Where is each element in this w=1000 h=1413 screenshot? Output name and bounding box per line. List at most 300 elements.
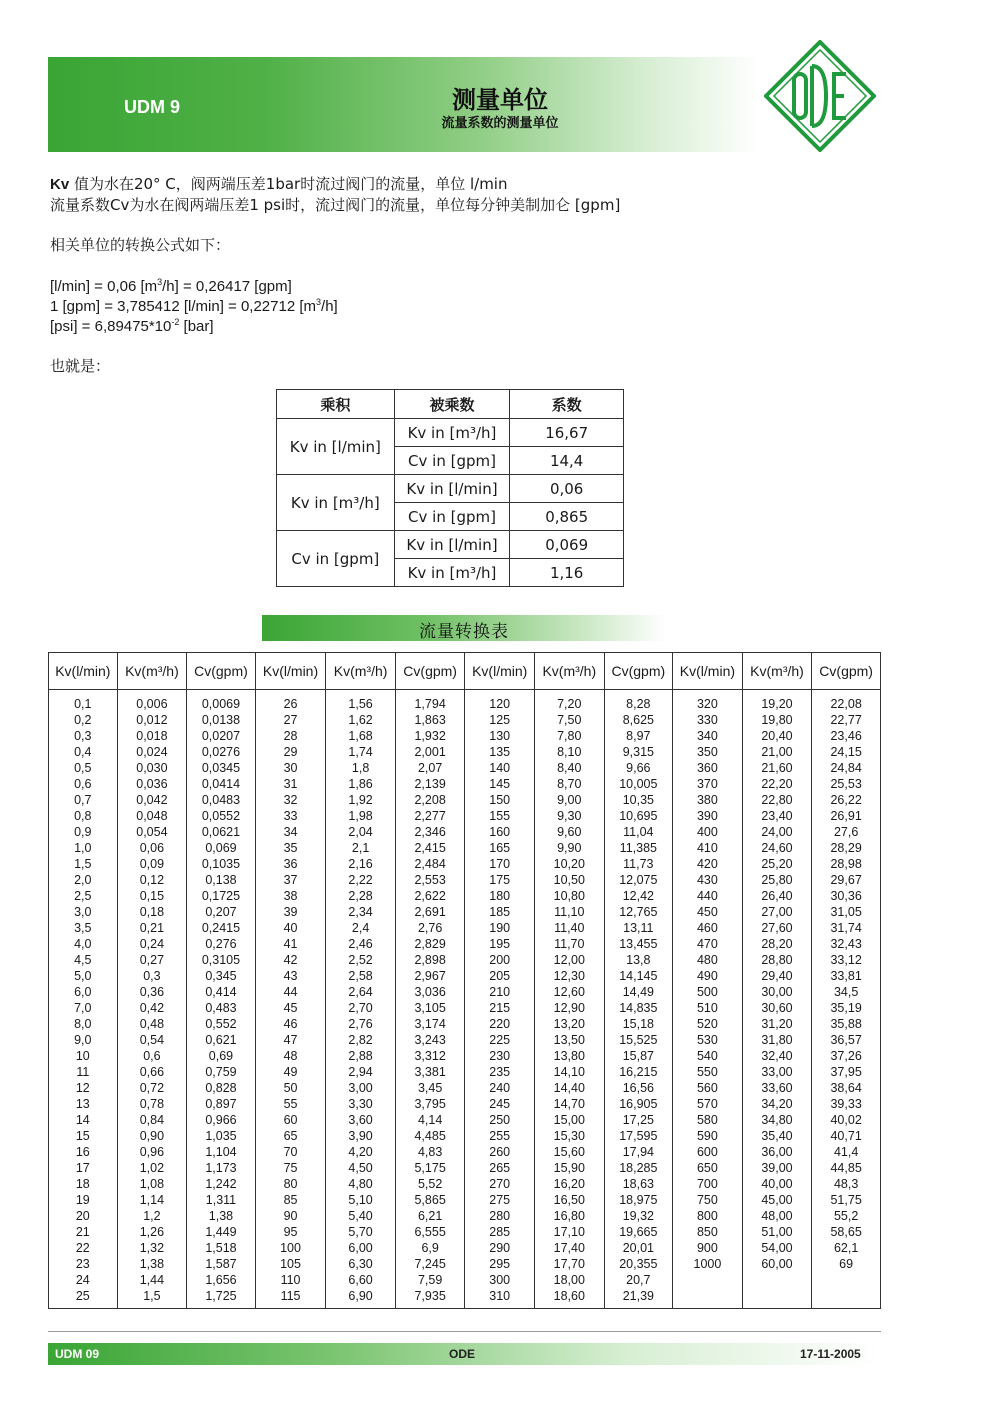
table-cell: 140 (465, 760, 535, 776)
table-row (49, 872, 881, 888)
table-cell (742, 1272, 812, 1288)
table-cell: 30,36 (812, 888, 881, 904)
table-cell: 1,035 (187, 1128, 256, 1144)
table-cell: 26,22 (812, 792, 881, 808)
table-cell: 350 (673, 744, 743, 760)
table-cell: 2,34 (326, 904, 396, 920)
table-cell: 0,2 (49, 712, 118, 728)
table-row (49, 904, 881, 920)
table-row (49, 984, 881, 1000)
table-cell: 0,3 (49, 728, 118, 744)
table-cell: 3,45 (395, 1080, 465, 1096)
multiplier-table (276, 389, 624, 587)
table-cell: 44 (255, 984, 326, 1000)
table-cell: 3,30 (326, 1096, 396, 1112)
table-row (49, 1080, 881, 1096)
formula-sup: -2 (171, 317, 180, 327)
table-cell (673, 1288, 743, 1309)
table-cell: 540 (673, 1048, 743, 1064)
table-cell: 5,70 (326, 1224, 396, 1240)
table-cell (812, 1272, 881, 1288)
table-cell: 11,10 (535, 904, 605, 920)
table-cell: 13,80 (535, 1048, 605, 1064)
table-cell: 39 (255, 904, 326, 920)
table-cell: 24,15 (812, 744, 881, 760)
table-cell (812, 1288, 881, 1309)
table-cell: 390 (673, 808, 743, 824)
formula-sup: 3 (157, 277, 163, 287)
table-cell: 2,208 (395, 792, 465, 808)
table-cell: 170 (465, 856, 535, 872)
table-cell: 280 (465, 1208, 535, 1224)
table-cell: 7,0 (49, 1000, 118, 1016)
table-cell: 27,00 (742, 904, 812, 920)
table-cell: 0,0207 (187, 728, 256, 744)
table-cell: 8,70 (535, 776, 605, 792)
table-cell: 25,80 (742, 872, 812, 888)
table-cell: 27,60 (742, 920, 812, 936)
table-cell: 31,74 (812, 920, 881, 936)
formula-lmin (50, 277, 292, 297)
table-cell: 27 (255, 712, 326, 728)
table-cell: 135 (465, 744, 535, 760)
table-cell: 35 (255, 840, 326, 856)
formula-psi (50, 317, 214, 337)
table-cell: 17,94 (604, 1144, 673, 1160)
table-cell: 70 (255, 1144, 326, 1160)
table-cell: 600 (673, 1144, 743, 1160)
table-cell: 175 (465, 872, 535, 888)
table-cell: 10,695 (604, 808, 673, 824)
table-cell: 31,05 (812, 904, 881, 920)
factor-cell: 1,16 (510, 559, 624, 587)
table-cell: 1,863 (395, 712, 465, 728)
formula-part: [bar] (179, 318, 214, 335)
table-row (49, 690, 881, 713)
table-cell: 0,6 (117, 1048, 187, 1064)
table-cell: 2,76 (395, 920, 465, 936)
table-cell: 1,173 (187, 1160, 256, 1176)
table-cell: 3,90 (326, 1128, 396, 1144)
table-cell: 14 (49, 1112, 118, 1128)
table-cell: 0,0552 (187, 808, 256, 824)
table-cell: 580 (673, 1112, 743, 1128)
table-cell: 40,02 (812, 1112, 881, 1128)
table-cell: 230 (465, 1048, 535, 1064)
table-cell: 255 (465, 1128, 535, 1144)
table-cell: 7,59 (395, 1272, 465, 1288)
table-cell: 36 (255, 856, 326, 872)
table-cell: 50 (255, 1080, 326, 1096)
table-cell: 34,80 (742, 1112, 812, 1128)
table-cell: 4,14 (395, 1112, 465, 1128)
table-cell: 22,08 (812, 690, 881, 713)
table-cell: 900 (673, 1240, 743, 1256)
table-cell: 26,40 (742, 888, 812, 904)
table-cell: 2,88 (326, 1048, 396, 1064)
column-header: 系数 (510, 390, 624, 419)
table-cell: 195 (465, 936, 535, 952)
table-cell: 4,83 (395, 1144, 465, 1160)
table-cell: 550 (673, 1064, 743, 1080)
table-cell: 0,759 (187, 1064, 256, 1080)
table-cell: 5,175 (395, 1160, 465, 1176)
table-cell: 36,00 (742, 1144, 812, 1160)
table-cell: 2,1 (326, 840, 396, 856)
table-cell: 17,25 (604, 1112, 673, 1128)
table-cell: 14,49 (604, 984, 673, 1000)
table-cell: 185 (465, 904, 535, 920)
table-cell: 2,001 (395, 744, 465, 760)
multiplicand-cell: Cv in [gpm] (394, 447, 510, 475)
formula-part: [l/min] = 0,06 [m (50, 278, 158, 295)
multiplicand-cell: Kv in [m³/h] (394, 559, 510, 587)
table-cell: 0,24 (117, 936, 187, 952)
table-cell: 1,656 (187, 1272, 256, 1288)
table-cell: 49 (255, 1064, 326, 1080)
table-cell: 210 (465, 984, 535, 1000)
product-cell: Kv in [m³/h] (277, 475, 395, 531)
table-cell: 42 (255, 952, 326, 968)
table-cell: 0,5 (49, 760, 118, 776)
product-cell: Kv in [l/min] (277, 419, 395, 475)
table-cell: 0,12 (117, 872, 187, 888)
table-cell: 5,40 (326, 1208, 396, 1224)
table-cell: 3,381 (395, 1064, 465, 1080)
table-cell: 12,60 (535, 984, 605, 1000)
table-cell: 28,29 (812, 840, 881, 856)
table-cell: 17,40 (535, 1240, 605, 1256)
factor-cell: 0,069 (510, 531, 624, 559)
table-cell: 0,0276 (187, 744, 256, 760)
table-cell: 450 (673, 904, 743, 920)
table-cell: 37 (255, 872, 326, 888)
flow-table-title: 流量转换表 (419, 622, 509, 642)
multiplicand-cell: Cv in [gpm] (394, 503, 510, 531)
table-cell: 51,00 (742, 1224, 812, 1240)
table-cell: 90 (255, 1208, 326, 1224)
table-cell: 2,16 (326, 856, 396, 872)
conversion-intro: 相关单位的转换公式如下： (50, 236, 231, 254)
table-cell: 23,46 (812, 728, 881, 744)
table-cell: 0,0138 (187, 712, 256, 728)
column-header: Kv(l/min) (255, 653, 326, 690)
table-cell: 1,5 (49, 856, 118, 872)
table-cell: 32 (255, 792, 326, 808)
table-cell: 1,725 (187, 1288, 256, 1309)
column-header: Cv(gpm) (395, 653, 465, 690)
table-row (49, 712, 881, 728)
kv-label: Kv (50, 176, 70, 193)
table-cell: 1,74 (326, 744, 396, 760)
table-cell: 155 (465, 808, 535, 824)
table-cell: 270 (465, 1176, 535, 1192)
table-cell: 0,09 (117, 856, 187, 872)
table-cell: 1,92 (326, 792, 396, 808)
table-cell: 11,40 (535, 920, 605, 936)
table-cell: 0,0069 (187, 690, 256, 713)
multiplicand-cell: Kv in [l/min] (394, 531, 510, 559)
table-cell: 2,553 (395, 872, 465, 888)
column-header: Cv(gpm) (604, 653, 673, 690)
table-cell: 0,96 (117, 1144, 187, 1160)
table-cell: 16,80 (535, 1208, 605, 1224)
table-cell: 60 (255, 1112, 326, 1128)
table-row (49, 1048, 881, 1064)
table-row (49, 968, 881, 984)
table-cell: 15,525 (604, 1032, 673, 1048)
table-cell: 15,18 (604, 1016, 673, 1032)
table-cell: 26 (255, 690, 326, 713)
table-cell: 370 (673, 776, 743, 792)
table-cell: 2,5 (49, 888, 118, 904)
table-cell: 24,00 (742, 824, 812, 840)
formula-gpm (50, 297, 338, 317)
table-cell: 9,66 (604, 760, 673, 776)
table-cell: 500 (673, 984, 743, 1000)
table-row (49, 1032, 881, 1048)
table-cell: 2,415 (395, 840, 465, 856)
table-cell: 520 (673, 1016, 743, 1032)
table-cell: 160 (465, 824, 535, 840)
table-cell: 13 (49, 1096, 118, 1112)
column-header: 被乘数 (394, 390, 510, 419)
table-cell: 2,346 (395, 824, 465, 840)
table-cell: 1,932 (395, 728, 465, 744)
factor-cell: 14,4 (510, 447, 624, 475)
table-cell: 0,0483 (187, 792, 256, 808)
table-cell: 0,0621 (187, 824, 256, 840)
table-cell: 4,50 (326, 1160, 396, 1176)
table-cell: 240 (465, 1080, 535, 1096)
table-cell: 10 (49, 1048, 118, 1064)
table-cell: 200 (465, 952, 535, 968)
table-cell: 6,90 (326, 1288, 396, 1309)
also-label: 也就是： (50, 357, 111, 375)
table-cell: 75 (255, 1160, 326, 1176)
table-cell: 46 (255, 1016, 326, 1032)
table-cell: 480 (673, 952, 743, 968)
table-cell: 20,01 (604, 1240, 673, 1256)
table-cell: 9,60 (535, 824, 605, 840)
table-cell: 30,60 (742, 1000, 812, 1016)
table-cell: 48 (255, 1048, 326, 1064)
table-cell: 19,32 (604, 1208, 673, 1224)
table-row (49, 1176, 881, 1192)
table-cell: 9,90 (535, 840, 605, 856)
table-row (49, 808, 881, 824)
table-row (49, 1096, 881, 1112)
table-cell: 3,5 (49, 920, 118, 936)
table-row (49, 792, 881, 808)
table-cell: 1,518 (187, 1240, 256, 1256)
table-cell: 0,06 (117, 840, 187, 856)
table-cell: 15,30 (535, 1128, 605, 1144)
table-cell: 14,40 (535, 1080, 605, 1096)
table-row (277, 531, 624, 559)
table-cell: 6,555 (395, 1224, 465, 1240)
table-cell: 1,449 (187, 1224, 256, 1240)
table-cell: 570 (673, 1096, 743, 1112)
table-cell: 12,765 (604, 904, 673, 920)
table-cell: 45,00 (742, 1192, 812, 1208)
table-cell: 9,30 (535, 808, 605, 824)
table-cell: 8,10 (535, 744, 605, 760)
table-cell: 37,95 (812, 1064, 881, 1080)
formula-part: [psi] = 6,89475*10 (50, 318, 172, 335)
table-cell: 30,00 (742, 984, 812, 1000)
table-cell: 13,50 (535, 1032, 605, 1048)
table-cell: 0,024 (117, 744, 187, 760)
table-cell: 420 (673, 856, 743, 872)
table-cell: 9,0 (49, 1032, 118, 1048)
table-cell: 7,935 (395, 1288, 465, 1309)
table-cell: 850 (673, 1224, 743, 1240)
flow-table-banner (262, 615, 666, 641)
column-header: Kv(m³/h) (742, 653, 812, 690)
table-cell: 25,53 (812, 776, 881, 792)
ode-logo (764, 40, 876, 152)
table-cell: 11,70 (535, 936, 605, 952)
kv-definition (50, 174, 508, 195)
column-header: Cv(gpm) (187, 653, 256, 690)
table-row (49, 1160, 881, 1176)
table-cell: 265 (465, 1160, 535, 1176)
table-cell: 2,52 (326, 952, 396, 968)
table-cell: 290 (465, 1240, 535, 1256)
table-cell: 13,11 (604, 920, 673, 936)
table-row (49, 888, 881, 904)
table-cell: 2,58 (326, 968, 396, 984)
table-cell: 2,28 (326, 888, 396, 904)
table-cell: 54,00 (742, 1240, 812, 1256)
table-cell: 33,00 (742, 1064, 812, 1080)
table-cell: 12,42 (604, 888, 673, 904)
multiplicand-cell: Kv in [l/min] (394, 475, 510, 503)
table-row (277, 419, 624, 447)
table-cell: 1,5 (117, 1288, 187, 1309)
factor-cell: 0,06 (510, 475, 624, 503)
table-cell: 6,21 (395, 1208, 465, 1224)
table-row (49, 1144, 881, 1160)
table-cell: 36,57 (812, 1032, 881, 1048)
table-cell: 100 (255, 1240, 326, 1256)
table-cell: 58,65 (812, 1224, 881, 1240)
table-cell: 0,138 (187, 872, 256, 888)
table-cell: 12 (49, 1080, 118, 1096)
table-cell: 16,20 (535, 1176, 605, 1192)
table-cell: 10,20 (535, 856, 605, 872)
table-cell: 80 (255, 1176, 326, 1192)
column-header: Kv(l/min) (673, 653, 743, 690)
table-cell: 6,00 (326, 1240, 396, 1256)
table-cell: 20,7 (604, 1272, 673, 1288)
table-cell: 2,484 (395, 856, 465, 872)
table-row (49, 1112, 881, 1128)
table-cell: 39,00 (742, 1160, 812, 1176)
table-cell: 1,38 (187, 1208, 256, 1224)
table-cell: 22 (49, 1240, 118, 1256)
table-cell: 3,00 (326, 1080, 396, 1096)
table-cell: 18,63 (604, 1176, 673, 1192)
multiplier-header-row (277, 390, 624, 419)
table-cell: 28 (255, 728, 326, 744)
table-cell: 35,19 (812, 1000, 881, 1016)
table-cell: 55 (255, 1096, 326, 1112)
table-cell: 0,3 (117, 968, 187, 984)
table-cell: 225 (465, 1032, 535, 1048)
table-cell: 37,26 (812, 1048, 881, 1064)
factor-cell: 0,865 (510, 503, 624, 531)
table-cell: 16,56 (604, 1080, 673, 1096)
table-cell: 250 (465, 1112, 535, 1128)
cv-definition: 流量系数Cv为水在阀两端压差1 psi时，流过阀门的流量，单位每分钟美制加仑 [gpm] (50, 196, 621, 214)
table-cell: 1,02 (117, 1160, 187, 1176)
table-cell: 16,905 (604, 1096, 673, 1112)
table-cell: 13,455 (604, 936, 673, 952)
table-cell: 12,075 (604, 872, 673, 888)
table-cell: 11,73 (604, 856, 673, 872)
table-cell: 2,0 (49, 872, 118, 888)
table-cell: 31,20 (742, 1016, 812, 1032)
table-cell: 0,48 (117, 1016, 187, 1032)
table-cell: 0,552 (187, 1016, 256, 1032)
table-cell: 110 (255, 1272, 326, 1288)
table-cell: 20,355 (604, 1256, 673, 1272)
table-cell: 0,0345 (187, 760, 256, 776)
table-cell: 2,22 (326, 872, 396, 888)
kv-definition-text: 值为水在20° C，阀两端压差1bar时流过阀门的流量，单位 l/min (69, 175, 508, 193)
table-cell: 4,80 (326, 1176, 396, 1192)
table-cell: 30 (255, 760, 326, 776)
table-cell: 10,35 (604, 792, 673, 808)
table-cell: 15,60 (535, 1144, 605, 1160)
table-cell: 15 (49, 1128, 118, 1144)
table-cell: 0,18 (117, 904, 187, 920)
table-cell: 1,0 (49, 840, 118, 856)
table-cell: 4,485 (395, 1128, 465, 1144)
table-cell: 700 (673, 1176, 743, 1192)
table-cell: 2,622 (395, 888, 465, 904)
table-cell: 750 (673, 1192, 743, 1208)
table-cell: 23,40 (742, 808, 812, 824)
table-cell: 44,85 (812, 1160, 881, 1176)
table-cell: 43 (255, 968, 326, 984)
table-cell: 20,40 (742, 728, 812, 744)
table-cell: 460 (673, 920, 743, 936)
table-cell: 0,897 (187, 1096, 256, 1112)
table-cell: 19,20 (742, 690, 812, 713)
table-cell: 28,20 (742, 936, 812, 952)
table-cell: 0,621 (187, 1032, 256, 1048)
table-cell: 6,9 (395, 1240, 465, 1256)
table-cell: 165 (465, 840, 535, 856)
table-cell: 31,80 (742, 1032, 812, 1048)
table-cell: 2,277 (395, 808, 465, 824)
table-cell: 400 (673, 824, 743, 840)
table-cell: 1,38 (117, 1256, 187, 1272)
table-cell: 24 (49, 1272, 118, 1288)
table-cell: 33,12 (812, 952, 881, 968)
table-row (49, 840, 881, 856)
table-cell: 25 (49, 1288, 118, 1309)
table-cell: 35,88 (812, 1016, 881, 1032)
table-cell: 17,70 (535, 1256, 605, 1272)
table-cell: 245 (465, 1096, 535, 1112)
table-cell: 0,90 (117, 1128, 187, 1144)
table-row (49, 760, 881, 776)
table-cell: 0,27 (117, 952, 187, 968)
